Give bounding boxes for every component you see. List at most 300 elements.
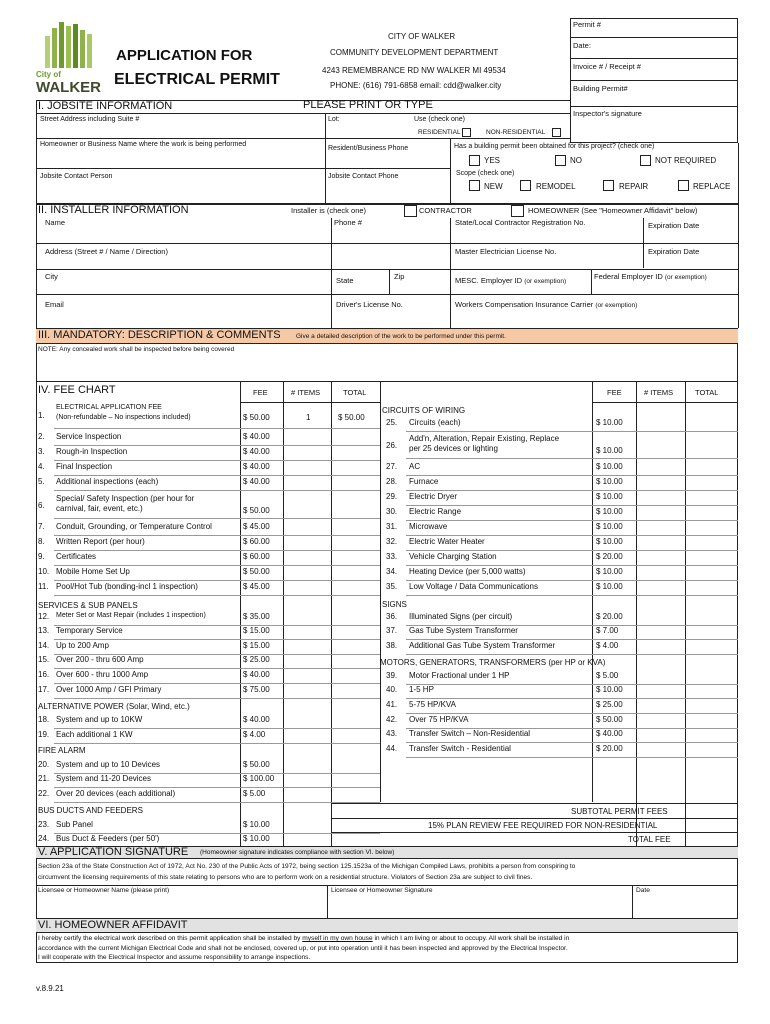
repair-label: REPAIR — [619, 182, 649, 191]
fee-row-fee: $ 10.00 — [596, 507, 623, 516]
fee-row-description: Low Voltage / Data Communications — [409, 582, 538, 591]
expiration-date-1-label: Expiration Date — [648, 221, 700, 230]
residential-checkbox[interactable] — [462, 128, 471, 137]
replace-checkbox[interactable] — [678, 180, 689, 191]
fee-row-description: Vehicle Charging Station — [409, 552, 497, 561]
fee-row-number: 23. — [38, 820, 50, 829]
left-fee-row — [36, 730, 380, 744]
fee-row-description: ELECTRICAL APPLICATION FEE — [56, 404, 162, 411]
fee-row-fee: $ 50.00 — [243, 413, 270, 422]
right-fee-row — [384, 744, 738, 758]
bus-ducts-heading: BUS DUCTS AND FEEDERS — [38, 806, 143, 815]
fee-row-fee: $ 10.00 — [596, 522, 623, 531]
fee-row-number: 19. — [38, 730, 50, 739]
fee-row-divider — [54, 428, 380, 429]
workers-comp-label — [455, 301, 637, 310]
email-label: Email — [45, 300, 64, 309]
non-residential-checkbox[interactable] — [552, 128, 561, 137]
signature-note: (Homeowner signature indicates compliance with section VI. below) — [200, 849, 395, 856]
fee-row-divider — [406, 654, 738, 655]
fee-row-number: 11. — [38, 582, 49, 591]
fee-row-divider — [54, 639, 380, 640]
fee-row-number: 25. — [386, 418, 398, 427]
left-fee-header: FEE — [253, 388, 268, 397]
fee-row-number: 37. — [386, 626, 398, 635]
fee-row-divider — [406, 595, 738, 596]
fee-row-fee: $ 35.00 — [243, 612, 270, 621]
fee-row-description: System and 11-20 Devices — [56, 774, 152, 783]
fee-row-fee: $ 45.00 — [243, 522, 270, 531]
fee-row-divider — [54, 743, 380, 744]
fee-row-number: 43. — [386, 729, 398, 738]
state-registration-label: State/Local Contractor Registration No. — [455, 218, 586, 227]
fee-row-divider — [54, 683, 380, 684]
fee-row-fee: $ 10.00 — [596, 492, 623, 501]
permit-number-label: Permit # — [573, 20, 601, 29]
homeowner-name-label: Homeowner or Business Name where the work is being performed — [40, 141, 247, 148]
left-fee-row — [36, 462, 380, 476]
fee-row-number: 18. — [38, 715, 50, 724]
left-fee-row — [36, 774, 380, 788]
right-fee-row — [384, 522, 738, 536]
fee-row-description: System and up to 10KW — [56, 715, 143, 724]
fee-row-total[interactable]: $ 50.00 — [338, 413, 365, 422]
right-fee-row — [384, 552, 738, 566]
fee-row-fee: $ 50.00 — [243, 567, 270, 576]
installer-phone-label: Phone # — [334, 218, 362, 227]
print-notice: PLEASE PRINT OR TYPE — [303, 99, 433, 111]
right-fee-row — [384, 626, 738, 640]
mandatory-note: NOTE: Any concealed work shall be inspected before being covered — [38, 346, 235, 353]
fee-row-divider — [54, 490, 380, 491]
fee-row-fee: $ 10.00 — [596, 477, 623, 486]
right-fee-header: FEE — [607, 388, 622, 397]
fee-row-fee: $ 20.00 — [596, 552, 623, 561]
logo-text-top: City of — [36, 70, 61, 79]
lot-label: Lot: — [328, 116, 340, 123]
fee-row-divider — [54, 728, 380, 729]
fee-row-description: AC — [409, 462, 421, 471]
fee-row-number: 21. — [38, 774, 50, 783]
date-label: Date: — [573, 41, 591, 50]
residential-label: RESIDENTIAL — [418, 129, 461, 136]
fee-row-number: 24. — [38, 834, 50, 843]
fee-row-number: 16. — [38, 670, 50, 679]
fee-row-number: 38. — [386, 641, 398, 650]
state-label: State — [336, 276, 354, 285]
fee-row-divider — [54, 787, 380, 788]
street-address-label: Street Address including Suite # — [40, 116, 140, 123]
fee-row-description: Gas Tube System Transformer — [409, 626, 518, 635]
right-fee-row — [384, 434, 738, 455]
fee-row-fee: $ 10.00 — [596, 685, 623, 694]
fee-row-description: Certificates — [56, 552, 97, 561]
fee-row-fee: $ 20.00 — [596, 612, 623, 621]
affidavit-text-1 — [38, 936, 569, 943]
contact-person-label: Jobsite Contact Person — [40, 173, 113, 180]
fee-row-description: Furnace — [409, 477, 439, 486]
affidavit-text-1u: myself in my own house — [302, 935, 373, 942]
right-fee-row — [384, 685, 738, 699]
fee-row-number: 6. — [38, 501, 45, 510]
fee-row-divider — [406, 742, 738, 743]
fee-row-fee: $ 5.00 — [243, 789, 266, 798]
fee-row-description: Final Inspection — [56, 462, 113, 471]
fee-row-fee: $ 15.00 — [243, 626, 270, 635]
fee-row-fee: $ 25.00 — [596, 700, 623, 709]
installer-is-label: Installer is (check one) — [291, 206, 367, 215]
right-fee-row — [384, 715, 738, 729]
fee-row-divider — [406, 698, 738, 699]
fee-row-divider — [406, 505, 738, 506]
fee-row-fee: $ 45.00 — [243, 582, 270, 591]
fee-row-divider — [54, 580, 380, 581]
installer-address-label: Address (Street # / Name / Direction) — [45, 247, 168, 256]
fee-row-fee: $ 10.00 — [596, 462, 623, 471]
fee-row-description: Electric Range — [409, 507, 462, 516]
fee-row-fee: $ 50.00 — [243, 760, 270, 769]
fee-row-number: 36. — [386, 612, 398, 621]
building-permit-question: Has a building permit been obtained for this project? (check one) — [454, 143, 655, 150]
fee-row-fee: $ 100.00 — [243, 774, 275, 783]
left-fee-row — [36, 655, 380, 669]
fee-row-fee: $ 40.00 — [243, 447, 270, 456]
left-fee-row — [36, 582, 380, 596]
affidavit-text-2: accordance with the current Michigan Electrical Code and shall not be enclosed, covered up, or put into operation until it has been inspected and approved by the Electrical Inspector. — [38, 945, 568, 952]
city-logo — [36, 22, 106, 96]
fee-row-fee: $ 40.00 — [243, 670, 270, 679]
fee-row-description: Electric Water Heater — [409, 537, 485, 546]
fee-row-fee: $ 40.00 — [243, 432, 270, 441]
federal-id-label — [594, 273, 707, 282]
fee-row-number: 14. — [38, 641, 50, 650]
fee-row-description: Bus Duct & Feeders (per 50') — [56, 834, 160, 843]
right-fee-row — [384, 477, 738, 491]
right-fee-row — [384, 729, 738, 743]
fee-row-number: 17. — [38, 685, 50, 694]
fee-row-divider — [406, 580, 738, 581]
fee-row-description: Transfer Switch - Residential — [409, 744, 511, 753]
fee-row-description: Electric Dryer — [409, 492, 458, 501]
contact-phone-label: Jobsite Contact Phone — [328, 173, 399, 180]
fee-row-fee: $ 4.00 — [596, 641, 619, 650]
title-line1: APPLICATION FOR — [116, 47, 253, 64]
fee-row-description: Meter Set or Mast Repair (includes 1 inspection) — [56, 612, 206, 619]
fee-row-description: Over 200 - thru 600 Amp — [56, 655, 144, 664]
master-license-label: Master Electrician License No. — [455, 247, 557, 256]
version-label: v.8.9.21 — [36, 984, 64, 993]
right-fee-row — [384, 507, 738, 521]
fee-row-description: 5-75 HP/KVA — [409, 700, 456, 709]
right-fee-row — [384, 462, 738, 476]
circuits-heading: CIRCUITS OF WIRING — [382, 406, 466, 415]
motors-heading: MOTORS, GENERATORS, TRANSFORMERS (per HP or KVA) — [380, 658, 606, 667]
left-fee-row — [36, 685, 380, 699]
mesc-label-text: MESC. Employer ID — [455, 276, 523, 285]
fee-row-description: Additional inspections (each) — [56, 477, 159, 486]
fee-row-description: Conduit, Grounding, or Temperature Control — [56, 522, 212, 531]
left-fee-row — [36, 494, 380, 515]
fee-row-divider — [54, 550, 380, 551]
fee-row-number: 9. — [38, 552, 45, 561]
fee-row-number: 10. — [38, 567, 50, 576]
fee-row-divider — [54, 445, 380, 446]
mesc-label — [455, 277, 566, 286]
installer-section-title: II. INSTALLER INFORMATION — [38, 204, 189, 216]
non-residential-label: NON-RESIDENTIAL — [486, 129, 546, 136]
fee-row-number: 1. — [38, 411, 45, 420]
fee-row-divider — [406, 757, 738, 758]
fee-row-divider — [406, 565, 738, 566]
fee-row-description: Up to 200 Amp — [56, 641, 109, 650]
workers-note: (or exemption) — [595, 302, 638, 309]
signature-text-1: Section 23a of the State Construction Act of 1972, Act No. 230 of the Public Acts of 1972, being section 125.1523a of the Michigan Compiled Laws, prohibits a person from conspiring to — [38, 863, 576, 870]
federal-label-text: Federal Employer ID — [594, 272, 663, 281]
fee-row-description: Microwave — [409, 522, 448, 531]
federal-note: (or exemption) — [664, 274, 707, 281]
fee-row-number: 26. — [386, 441, 398, 450]
expiration-date-2-label: Expiration Date — [648, 247, 700, 256]
fee-row-number: 42. — [386, 715, 398, 724]
title-line2: ELECTRICAL PERMIT — [114, 71, 280, 88]
fee-chart-title: IV. FEE CHART — [38, 384, 116, 396]
fee-row-description: 1-5 HP — [409, 685, 434, 694]
not-required-checkbox[interactable] — [640, 155, 651, 166]
left-fee-row — [36, 447, 380, 461]
left-fee-row — [36, 612, 380, 626]
fee-row-divider — [54, 698, 380, 699]
affidavit-text-1a: I hereby certify the electrical work described on this permit application shall be installed by — [38, 935, 303, 942]
fee-row-description-line2: per 25 devices or lighting — [409, 444, 498, 453]
left-fee-row — [36, 626, 380, 640]
fee-row-number: 31. — [386, 522, 398, 531]
mesc-note: (or exemption) — [524, 278, 567, 285]
contractor-label: CONTRACTOR — [419, 206, 472, 215]
resident-phone-label: Resident/Business Phone — [328, 145, 409, 152]
fee-row-number: 40. — [386, 685, 398, 694]
zip-label: Zip — [394, 272, 405, 281]
workers-comp-text: Workers Compensation Insurance Carrier — [455, 300, 594, 309]
fee-row-fee: $ 5.00 — [596, 671, 619, 680]
mandatory-section-title: III. MANDATORY: DESCRIPTION & COMMENTS — [38, 329, 281, 341]
inspector-signature-label: Inspector's signature — [573, 109, 642, 118]
licensee-name-field[interactable] — [37, 896, 326, 918]
fee-row-description: Service Inspection — [56, 432, 122, 441]
left-fee-row — [36, 715, 380, 729]
left-fee-row — [36, 522, 380, 536]
org-contact: PHONE: (616) 791-6858 email: cdd@walker.city — [330, 81, 502, 90]
new-label: NEW — [484, 182, 503, 191]
scope-label: Scope (check one) — [456, 170, 515, 177]
fee-row-description-line2: (Non-refundable – No inspections included) — [56, 414, 191, 421]
fee-row-divider — [406, 550, 738, 551]
homeowner-checkbox[interactable] — [511, 205, 524, 217]
yes-label: YES — [484, 156, 501, 165]
fee-row-number: 8. — [38, 537, 45, 546]
org-line2: COMMUNITY DEVELOPMENT DEPARTMENT — [330, 48, 499, 57]
drivers-license-label: Driver's License No. — [336, 300, 403, 309]
fee-row-fee: $ 40.00 — [243, 477, 270, 486]
fee-row-description: Over 20 devices (each additional) — [56, 789, 176, 798]
fee-row-fee: $ 10.00 — [596, 446, 623, 455]
fee-row-number: 22. — [38, 789, 50, 798]
right-fee-row — [384, 567, 738, 581]
fee-row-fee: $ 15.00 — [243, 641, 270, 650]
left-fee-row — [36, 760, 380, 774]
total-fee-label: TOTAL FEE — [628, 835, 671, 844]
right-fee-row — [384, 537, 738, 551]
fee-row-number: 20. — [38, 760, 50, 769]
fee-row-fee: $ 20.00 — [596, 744, 623, 753]
fee-row-number: 7. — [38, 522, 45, 531]
right-items-header: # ITEMS — [644, 388, 674, 397]
fee-row-divider — [406, 458, 738, 459]
fee-row-number: 5. — [38, 477, 45, 486]
fee-row-fee: $ 10.00 — [243, 820, 270, 829]
fee-row-description: Over 1000 Amp / GFI Primary — [56, 685, 162, 694]
fee-row-description: Add'n, Alteration, Repair Existing, Replace — [409, 434, 560, 443]
fee-row-description: Motor Fractional under 1 HP — [409, 671, 510, 680]
fee-row-number: 15. — [38, 655, 50, 664]
alternative-heading: ALTERNATIVE POWER (Solar, Wind, etc.) — [38, 702, 190, 711]
right-fee-row — [384, 700, 738, 714]
fee-row-divider — [406, 713, 738, 714]
signature-date-field[interactable] — [633, 896, 737, 918]
contractor-checkbox[interactable] — [404, 205, 417, 217]
fee-row-divider — [54, 565, 380, 566]
fee-row-divider — [54, 668, 380, 669]
fee-row-number: 27. — [386, 462, 398, 471]
fee-row-fee: $ 50.00 — [243, 506, 270, 515]
fee-row-divider — [54, 595, 380, 596]
fee-row-number: 44. — [386, 744, 398, 753]
fee-row-divider — [406, 490, 738, 491]
fee-row-number: 12. — [38, 612, 50, 621]
fee-row-divider — [406, 431, 738, 432]
building-permit-label: Building Permit# — [573, 84, 628, 93]
fee-row-fee: $ 60.00 — [243, 552, 270, 561]
fee-row-fee: $ 4.00 — [243, 730, 266, 739]
fee-row-divider — [406, 475, 738, 476]
remodel-label: REMODEL — [536, 182, 576, 191]
fee-row-number: 29. — [386, 492, 398, 501]
fee-row-description: Illuminated Signs (per circuit) — [409, 612, 513, 621]
signature-date-label: Date — [636, 887, 650, 894]
plan-review-label: 15% PLAN REVIEW FEE REQUIRED FOR NON-RESIDENTIAL — [428, 821, 658, 830]
fee-row-number: 34. — [386, 567, 398, 576]
no-label: NO — [570, 156, 582, 165]
left-fee-row — [36, 404, 380, 422]
fee-row-description: Mobile Home Set Up — [56, 567, 130, 576]
city-label: City — [45, 272, 58, 281]
fee-row-divider — [406, 520, 738, 521]
right-fee-row — [384, 582, 738, 596]
fee-row-divider — [54, 460, 380, 461]
signature-text-2: circumvent the licensing requirements of this state relating to persons who are to perform work on a residential structure. Violators of Section 23a are subject to civil fines. — [38, 874, 533, 881]
fee-row-divider — [54, 475, 380, 476]
fee-row-fee: $ 25.00 — [243, 655, 270, 664]
jobsite-section-title: I. JOBSITE INFORMATION — [38, 100, 173, 112]
repair-checkbox[interactable] — [603, 180, 614, 191]
fee-row-fee: $ 40.00 — [243, 715, 270, 724]
fee-row-fee: $ 10.00 — [596, 418, 623, 427]
fee-row-description-line2: carnival, fair, event, etc.) — [56, 504, 143, 513]
right-fee-row — [384, 641, 738, 655]
fee-row-fee: $ 10.00 — [596, 567, 623, 576]
fee-row-fee: $ 10.00 — [243, 834, 270, 843]
fee-row-fee: $ 10.00 — [596, 537, 623, 546]
left-fee-row — [36, 432, 380, 446]
left-items-header: # ITEMS — [291, 388, 321, 397]
fee-row-fee: $ 50.00 — [596, 715, 623, 724]
subtotal-label: SUBTOTAL PERMIT FEES — [571, 807, 668, 816]
affidavit-section-title: VI. HOMEOWNER AFFIDAVIT — [38, 919, 188, 931]
fee-row-description: Written Report (per hour) — [56, 537, 145, 546]
fee-row-number: 3. — [38, 447, 45, 456]
fire-alarm-heading: FIRE ALARM — [38, 746, 86, 755]
left-fee-row — [36, 670, 380, 684]
invoice-label: Invoice # / Receipt # — [573, 62, 641, 71]
fee-row-number: 41. — [386, 700, 398, 709]
homeowner-label: HOMEOWNER (See "Homeowner Affidavit" below) — [528, 206, 698, 215]
right-fee-row — [384, 492, 738, 506]
fee-row-description: Heating Device (per 5,000 watts) — [409, 567, 526, 576]
org-line1: CITY OF WALKER — [388, 32, 456, 41]
right-fee-row — [384, 612, 738, 626]
org-address: 4243 REMEMBRANCE RD NW WALKER MI 49534 — [322, 66, 506, 75]
logo-text-bottom: WALKER — [36, 79, 101, 96]
description-field[interactable] — [36, 344, 738, 382]
fee-row-number: 35. — [386, 582, 398, 591]
fee-row-number: 13. — [38, 626, 50, 635]
use-label: Use (check one) — [414, 116, 465, 123]
fee-row-number: 4. — [38, 462, 45, 471]
fee-row-fee: $ 40.00 — [243, 462, 270, 471]
fee-row-items[interactable]: 1 — [306, 413, 311, 422]
mandatory-instruction: Give a detailed description of the work to be performed under this permit. — [296, 333, 506, 340]
licensee-signature-field[interactable] — [328, 896, 631, 918]
fee-row-divider — [406, 535, 738, 536]
fee-row-description: Sub Panel — [56, 820, 93, 829]
affidavit-text-3: I will cooperate with the Electrical Inspector and assume responsibility to arrange inspections. — [38, 954, 311, 961]
left-fee-row — [36, 567, 380, 581]
remodel-checkbox[interactable] — [520, 180, 531, 191]
left-fee-row — [36, 477, 380, 491]
fee-row-number: 2. — [38, 432, 45, 441]
installer-name-label: Name — [45, 218, 66, 227]
fee-row-description: System and up to 10 Devices — [56, 760, 161, 769]
fee-row-number: 33. — [386, 552, 398, 561]
left-fee-row — [36, 789, 380, 803]
fee-row-number: 32. — [386, 537, 398, 546]
fee-row-description: Rough-in Inspection — [56, 447, 128, 456]
no-checkbox[interactable] — [555, 155, 566, 166]
yes-checkbox[interactable] — [469, 155, 480, 166]
fee-row-description: Circuits (each) — [409, 418, 461, 427]
right-total-header: TOTAL — [695, 388, 719, 397]
fee-row-divider — [54, 518, 380, 519]
left-fee-row — [36, 820, 380, 834]
fee-row-fee: $ 75.00 — [243, 685, 270, 694]
fee-row-description: Each additional 1 KW — [56, 730, 133, 739]
fee-row-description: Temporary Service — [56, 626, 123, 635]
new-checkbox[interactable] — [469, 180, 480, 191]
services-heading: SERVICES & SUB PANELS — [38, 601, 138, 610]
fee-row-fee: $ 7.00 — [596, 626, 619, 635]
not-required-label: NOT REQUIRED — [655, 156, 717, 165]
fee-row-fee: $ 60.00 — [243, 537, 270, 546]
left-fee-row — [36, 641, 380, 655]
